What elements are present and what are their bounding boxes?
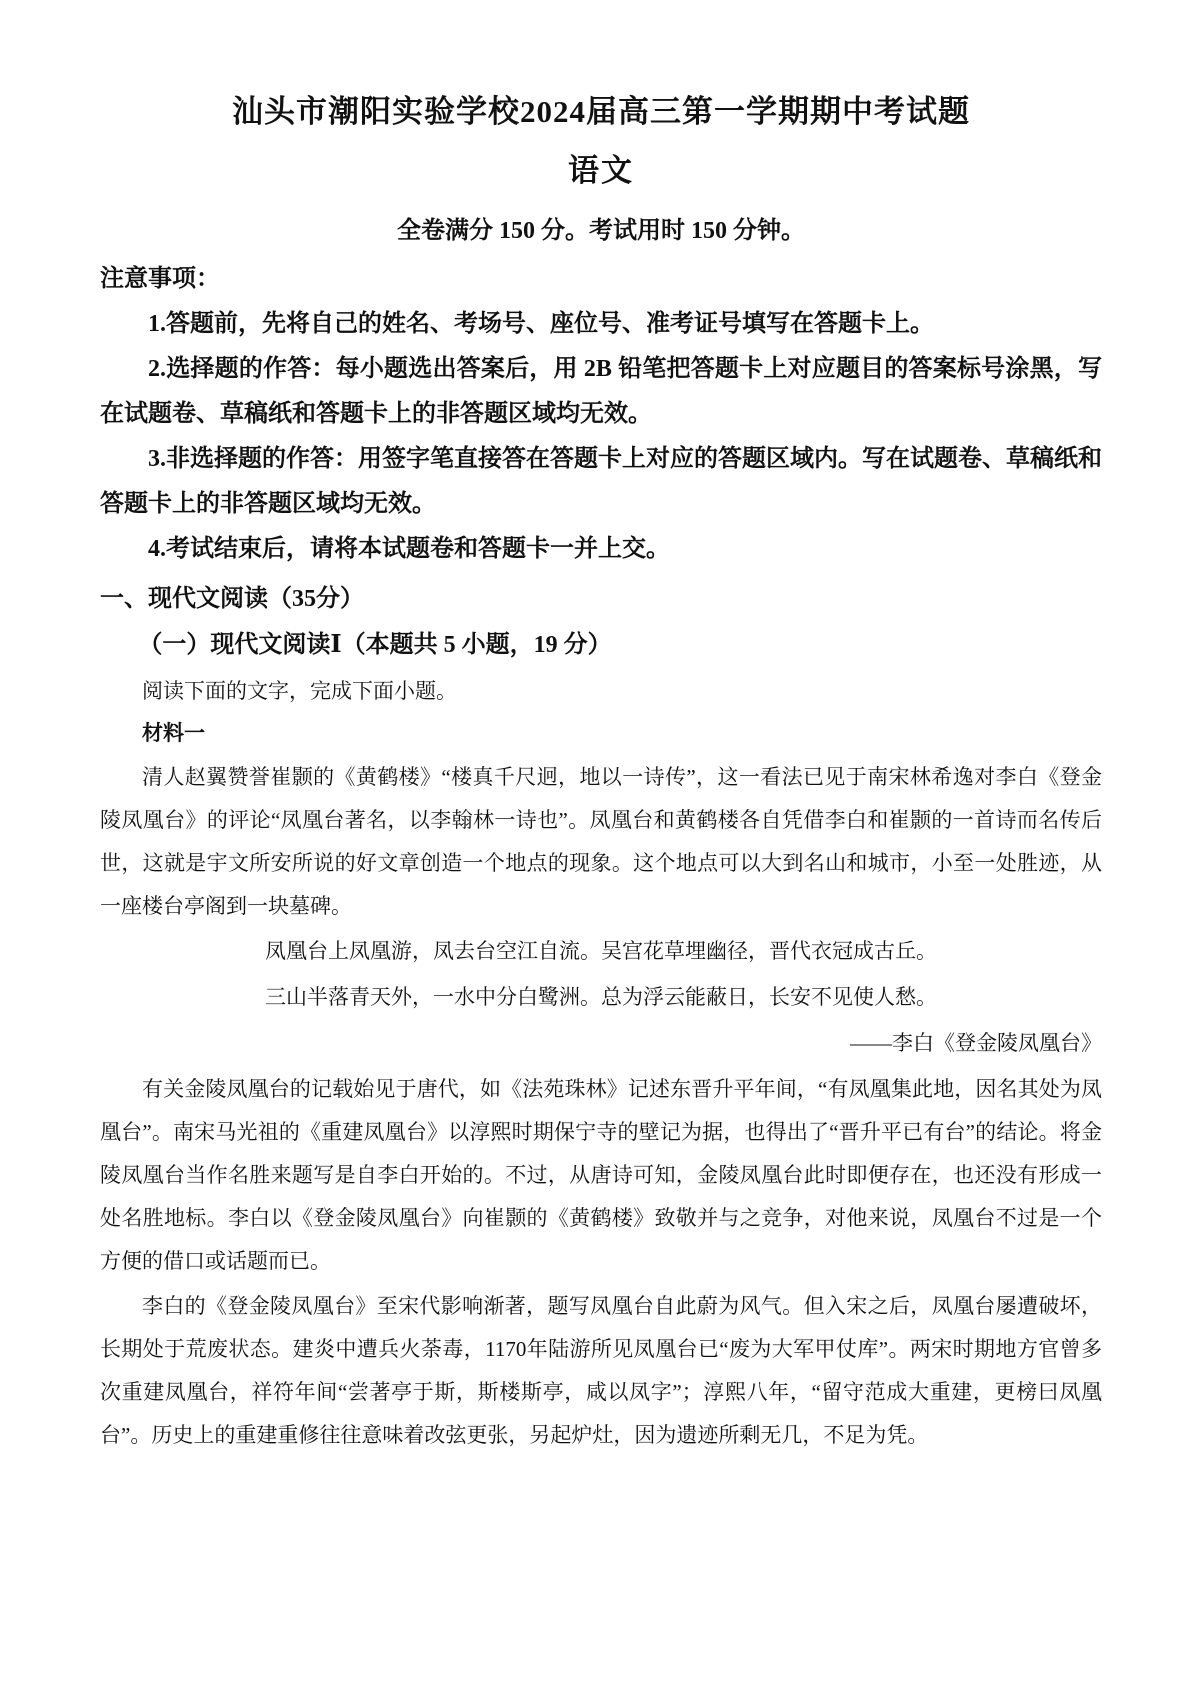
subject-title: 语文: [568, 153, 634, 188]
reading-instruction: 阅读下面的文字，完成下面小题。: [142, 679, 457, 703]
section-heading-modern-reading: 一、现代文阅读（35分）: [100, 586, 364, 612]
notice-item-2: 2.选择题的作答：每小题选出答案后，用 2B 铅笔把答题卡上对应题目的答案标号涂黑，写在试题卷、草稿纸和答题卡上的非答题区域均无效。: [100, 356, 1102, 427]
material-one-label: 材料一: [142, 721, 205, 745]
passage-paragraph-3: 李白的《登金陵凤凰台》至宋代影响渐著，题写凤凰台自此蔚为风气。但入宋之后，凤凰台屡遭破坏，长期处于荒废状态。建炎中遭兵火荼毒，1170年陆游所见凤凰台已“废为大军甲仗库”。两宋时期地方官曾多次重建凤凰台，祥符年间“尝著亭于斯，斯楼斯亭，咸以凤字”；淳熙八年，“留守范成大重建，更榜曰凤凰台”。历史上的重建重修往往意味着改弦更张，另起炉灶，因为遗迹所剩无几，不足为凭。: [100, 1294, 1102, 1447]
score-duration-line: 全卷满分 150 分。考试用时 150 分钟。: [397, 218, 805, 244]
poem-attribution: ——李白《登金陵凤凰台》: [850, 1031, 1102, 1055]
notice-item-1: 1.答题前，先将自己的姓名、考场号、座位号、准考证号填写在答题卡上。: [148, 311, 934, 337]
passage-paragraph-1: 清人赵翼赞誉崔颢的《黄鹤楼》“楼真千尺迥，地以一诗传”，这一看法已见于南宋林希逸对李白《登金陵凤凰台》的评论“凤凰台著名，以李翰林一诗也”。凤凰台和黄鹤楼各自凭借李白和崔颢的一首诗而名传后世，这就是宇文所安所说的好文章创造一个地点的现象。这个地点可以大到名山和城市，小至一处胜迹，从一座楼台亭阁到一块墓碑。: [100, 765, 1102, 918]
passage-paragraph-2: 有关金陵凤凰台的记载始见于唐代，如《法苑珠林》记述东晋升平年间，“有凤凰集此地，因名其处为凤凰台”。南宋马光祖的《重建凤凰台》以淳熙时期保宁寺的壁记为据，也得出了“晋升平已有台”的结论。将金陵凤凰台当作名胜来题写是自李白开始的。不过，从唐诗可知，金陵凤凰台此时即便存在，也还没有形成一处名胜地标。李白以《登金陵凤凰台》向崔颢的《黄鹤楼》致敬并与之竞争，对他来说，凤凰台不过是一个方便的借口或话题而已。: [100, 1077, 1102, 1273]
notice-section-header: 注意事项：: [100, 266, 220, 292]
notice-item-3: 3.非选择题的作答：用签字笔直接答在答题卡上对应的答题区域内。写在试题卷、草稿纸和答题卡上的非答题区域均无效。: [100, 446, 1102, 517]
exam-title: 汕头市潮阳实验学校2024届高三第一学期期中考试题: [232, 94, 970, 129]
poem-line-1: 凤凰台上凤凰游，凤去台空江自流。吴宫花草埋幽径，晋代衣冠成古丘。: [265, 939, 937, 963]
notice-item-4: 4.考试结束后，请将本试题卷和答题卡一并上交。: [148, 536, 670, 562]
poem-line-2: 三山半落青天外，一水中分白鹭洲。总为浮云能蔽日，长安不见使人愁。: [265, 985, 937, 1009]
subsection-heading-reading-1: （一）现代文阅读Ⅰ（本题共 5 小题，19 分）: [138, 632, 612, 658]
